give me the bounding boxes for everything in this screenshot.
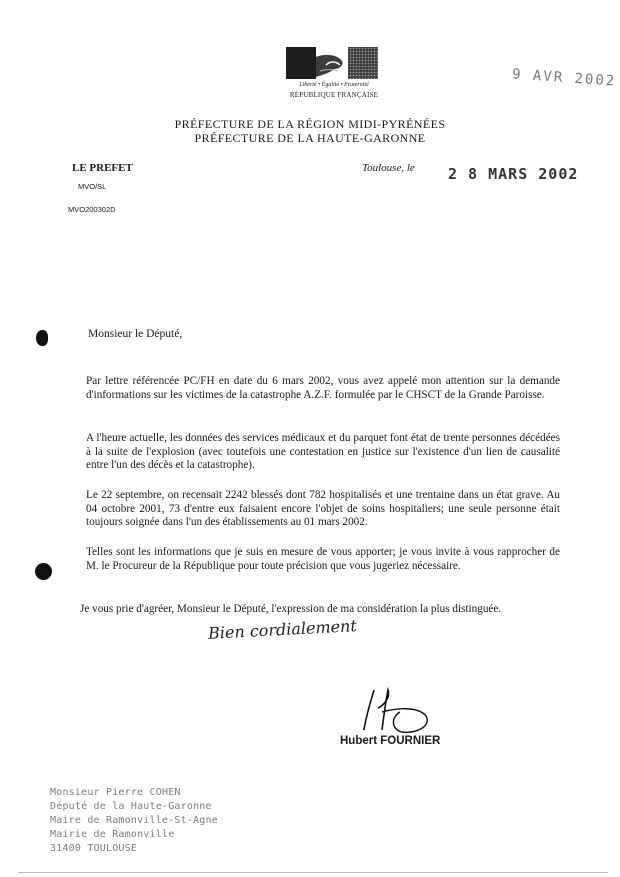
letter-paragraph: A l'heure actuelle, les données des services médicaux et du parquet font état de trente personnes décédées à la suite de l'explosion (avec toutefois une contestation en justice sur l'existence d'un lien de causalité entre l'un des décès et la catastrophe).	[86, 432, 560, 472]
republic-motto: Liberté • Égalité • Fraternité	[299, 82, 369, 88]
scan-edge-line	[18, 872, 608, 873]
recipient-line: Monsieur Pierre COHEN	[50, 787, 181, 798]
punch-hole	[36, 330, 48, 346]
salutation: Monsieur le Député,	[88, 328, 183, 340]
signer-name: Hubert FOURNIER	[340, 735, 441, 747]
handwritten-note: Bien cordialement	[207, 616, 358, 643]
republic-name: RÉPUBLIQUE FRANÇAISE	[289, 91, 379, 99]
sender-reference: MVO/SL	[78, 182, 107, 191]
handwritten-signature	[356, 686, 436, 736]
prefecture-department-heading: PRÉFECTURE DE LA HAUTE-GARONNE	[194, 131, 426, 145]
closing-formula: Je vous prie d'agréer, Monsieur le Député, l'expression de ma considération la plus distinguée.	[80, 603, 502, 615]
recipient-line: Député de la Haute-Garonne	[50, 801, 212, 812]
letter-paragraph: Par lettre référencée PC/FH en date du 6 mars 2002, vous avez appelé mon attention sur la demande d'informations sur les victimes de la catastrophe A.Z.F. formulée par le CHSCT de la Grande Paroisse.	[86, 375, 560, 401]
sender-title: LE PREFET	[72, 162, 133, 174]
marianne-logo	[286, 47, 378, 79]
prefecture-region-heading: PRÉFECTURE DE LA RÉGION MIDI-PYRÉNÉES	[174, 117, 446, 131]
letter-paragraph: Telles sont les informations que je suis en mesure de vous apporter; je vous invite à vous rapprocher de M. le Procureur de la République pour toute précision que vous jugeriez nécessaire.	[86, 546, 560, 572]
document-reference: MVO200302D	[68, 205, 116, 214]
recipient-line: 31400 TOULOUSE	[50, 843, 138, 854]
received-stamp: 9 AVR 2002	[511, 66, 617, 90]
recipient-line: Mairie de Ramonville	[50, 829, 175, 840]
punch-hole	[35, 563, 52, 580]
date-city: Toulouse, le	[362, 162, 415, 174]
letter-paragraph: Le 22 septembre, on recensait 2242 blessés dont 782 hospitalisés et une trentaine dans un état grave. Au 04 octobre 2001, 73 d'entre eux faisaient encore l'objet de soins hospitaliers; une seule personne était toujours soignée dans l'un des établissements au 01 mars 2002.	[86, 489, 560, 529]
date-stamp: 2 8 MARS 2002	[448, 165, 579, 183]
recipient-line: Maire de Ramonville-St-Agne	[50, 815, 218, 826]
